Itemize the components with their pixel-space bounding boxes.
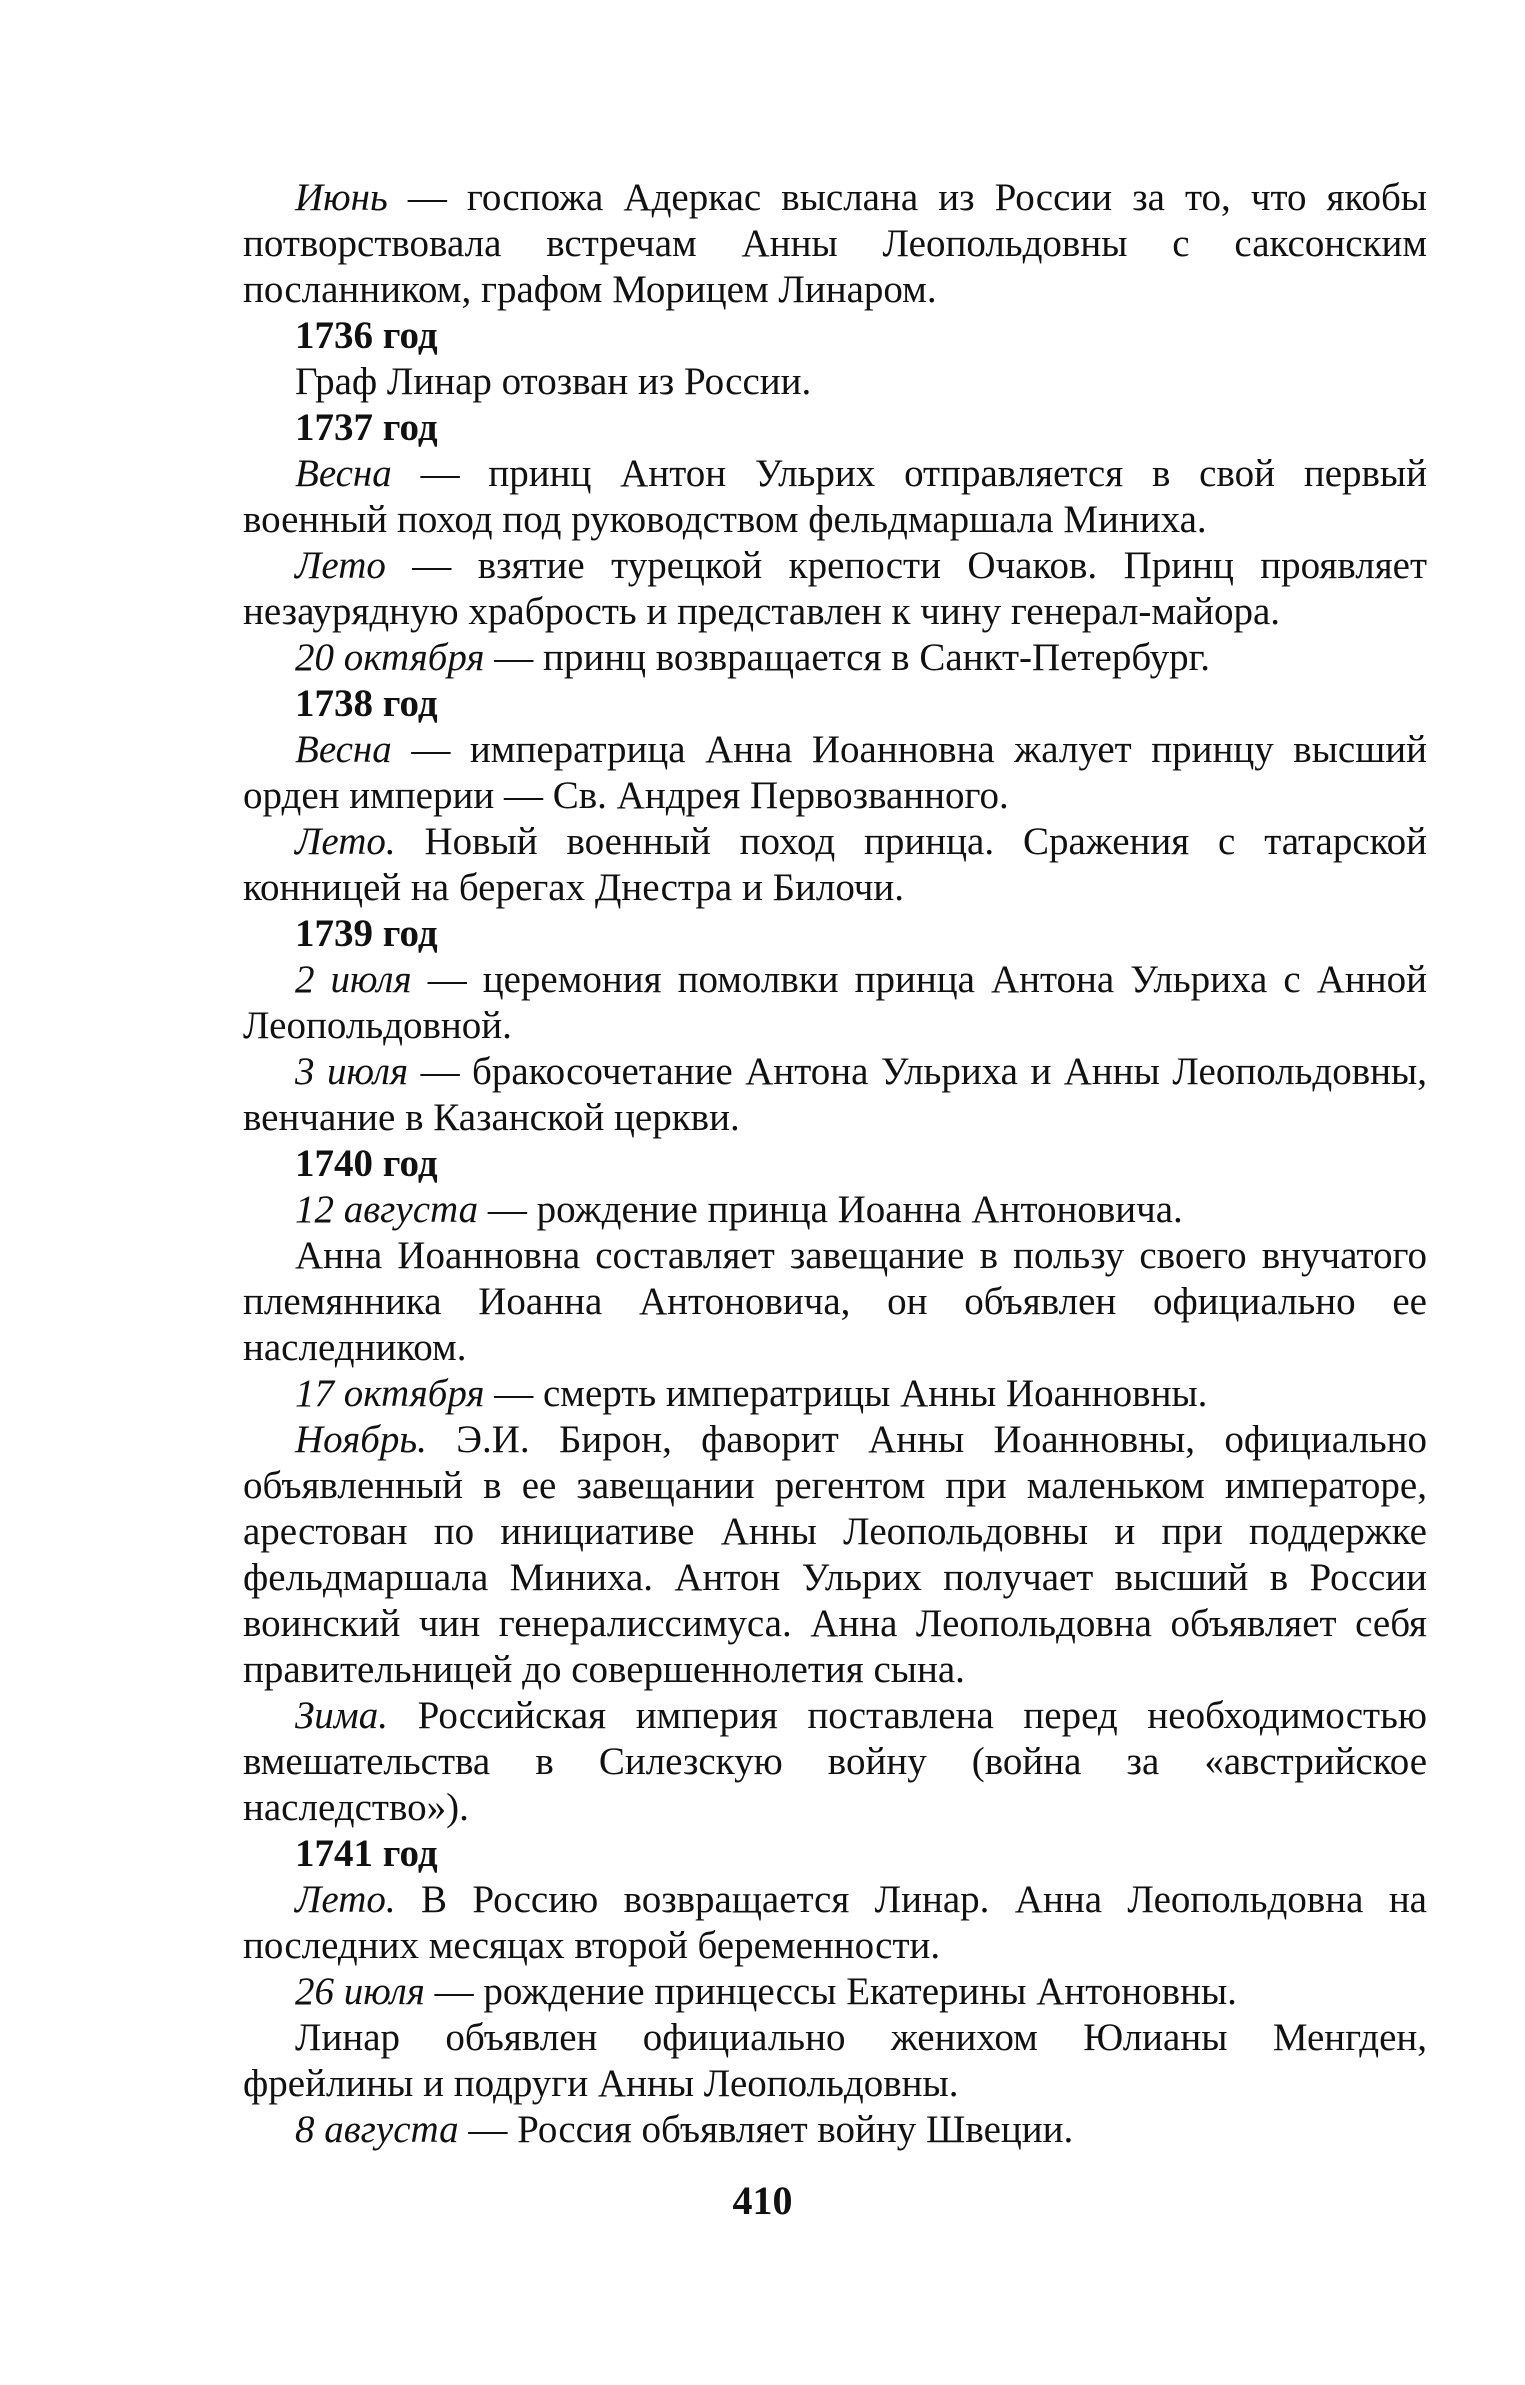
paragraph	[243, 1969, 1427, 2015]
year-heading: 1738 год	[295, 682, 438, 725]
page-body	[243, 175, 1427, 2153]
paragraph-text: — рождение принца Иоанна Антоновича.	[478, 1188, 1183, 1231]
paragraph	[243, 1877, 1427, 1969]
paragraph-text: Новый военный поход принца. Сражения с татарской конницей на берегах Днестра и Билочи.	[243, 820, 1427, 909]
paragraph	[243, 727, 1427, 819]
paragraph-lead: Зима.	[295, 1694, 388, 1737]
paragraph-text: — церемония помолвки принца Антона Ульриха с Анной Леопольдовной.	[243, 958, 1427, 1047]
paragraph-text: — смерть императрицы Анны Иоанновны.	[484, 1372, 1208, 1415]
paragraph	[243, 359, 1427, 405]
year-heading: 1739 год	[295, 912, 438, 955]
paragraph-lead: 26 июля	[295, 1970, 425, 2013]
paragraph	[243, 1049, 1427, 1141]
paragraph-lead: 20 октября	[295, 636, 485, 679]
paragraph-lead: Ноябрь.	[295, 1418, 427, 1461]
paragraph-text: Российская империя поставлена перед необходимостью вмешательства в Силезскую войну (война за «австрийское наследство»).	[243, 1694, 1427, 1829]
paragraph	[243, 1233, 1427, 1371]
paragraph-text: — Россия объявляет войну Швеции.	[458, 2108, 1074, 2151]
paragraph-text: — принц Антон Ульрих отправляется в свой первый военный поход под руководством фельдмаршала Миниха.	[243, 452, 1427, 541]
paragraph-text: — госпожа Адеркас выслана из России за то, что якобы потворствовала встречам Анны Леопольдовны с саксонским посланником, графом Морицем Линаром.	[243, 176, 1427, 311]
paragraph-text: — рождение принцессы Екатерины Антоновны.	[424, 1970, 1237, 2013]
paragraph	[243, 1417, 1427, 1693]
year-heading: 1740 год	[295, 1142, 438, 1185]
paragraph	[243, 451, 1427, 543]
paragraph	[243, 1693, 1427, 1831]
paragraph	[243, 635, 1427, 681]
paragraph-lead: 17 октября	[295, 1372, 485, 1415]
year-heading: 1736 год	[295, 314, 438, 357]
paragraph-lead: Весна	[295, 452, 392, 495]
paragraph-lead: Весна	[295, 728, 392, 771]
paragraph-text: Граф Линар отозван из России.	[295, 360, 812, 403]
paragraph-text: — взятие турецкой крепости Очаков. Принц проявляет незаурядную храбрость и представлен к чину генерал-майора.	[243, 544, 1427, 633]
paragraph-text: Анна Иоанновна составляет завещание в пользу своего внучатого племянника Иоанна Антоновича, он объявлен официально ее наследником.	[243, 1234, 1427, 1369]
paragraph	[243, 175, 1427, 313]
paragraph-text: — бракосочетание Антона Ульриха и Анны Леопольдовны, венчание в Казанской церкви.	[243, 1050, 1428, 1139]
paragraph	[243, 2015, 1427, 2107]
paragraph	[243, 819, 1427, 911]
paragraph-lead: 2 июля	[295, 958, 412, 1001]
paragraph	[243, 1371, 1427, 1417]
paragraph-lead: Лето	[295, 544, 386, 587]
page-number: 410	[732, 2178, 793, 2223]
paragraph-lead: 12 августа	[295, 1188, 479, 1231]
paragraph-lead: Июнь	[295, 176, 388, 219]
paragraph-text: Э.И. Бирон, фаворит Анны Иоанновны, официально объявленный в ее завещании регентом при маленьком императоре, арестован по инициативе Анны Леопольдовны и при поддержке фельдмаршала Миниха. Антон Ульрих получает высший в России воинский чин генералиссимуса. Анна Леопольдовна объявляет себя правительницей до совершеннолетия сына.	[243, 1418, 1427, 1691]
paragraph	[243, 2107, 1427, 2153]
year-heading: 1737 год	[295, 406, 438, 449]
paragraph-text: В Россию возвращается Линар. Анна Леопольдовна на последних месяцах второй беременности.	[243, 1878, 1427, 1967]
paragraph-lead: Лето.	[295, 1878, 396, 1921]
paragraph-lead: 8 августа	[295, 2108, 459, 2151]
paragraph-lead: 3 июля	[295, 1050, 409, 1093]
paragraph	[243, 957, 1427, 1049]
paragraph-text: — принц возвращается в Санкт-Петербург.	[484, 636, 1211, 679]
paragraph-lead: Лето.	[295, 820, 396, 863]
paragraph-text: — императрица Анна Иоанновна жалует принцу высший орден империи — Св. Андрея Первозванного.	[243, 728, 1427, 817]
paragraph-text: Линар объявлен официально женихом Юлианы Менгден, фрейлины и подруги Анны Леопольдовны.	[243, 2016, 1427, 2105]
paragraph	[243, 543, 1427, 635]
year-heading: 1741 год	[295, 1832, 438, 1875]
paragraph	[243, 1187, 1427, 1233]
